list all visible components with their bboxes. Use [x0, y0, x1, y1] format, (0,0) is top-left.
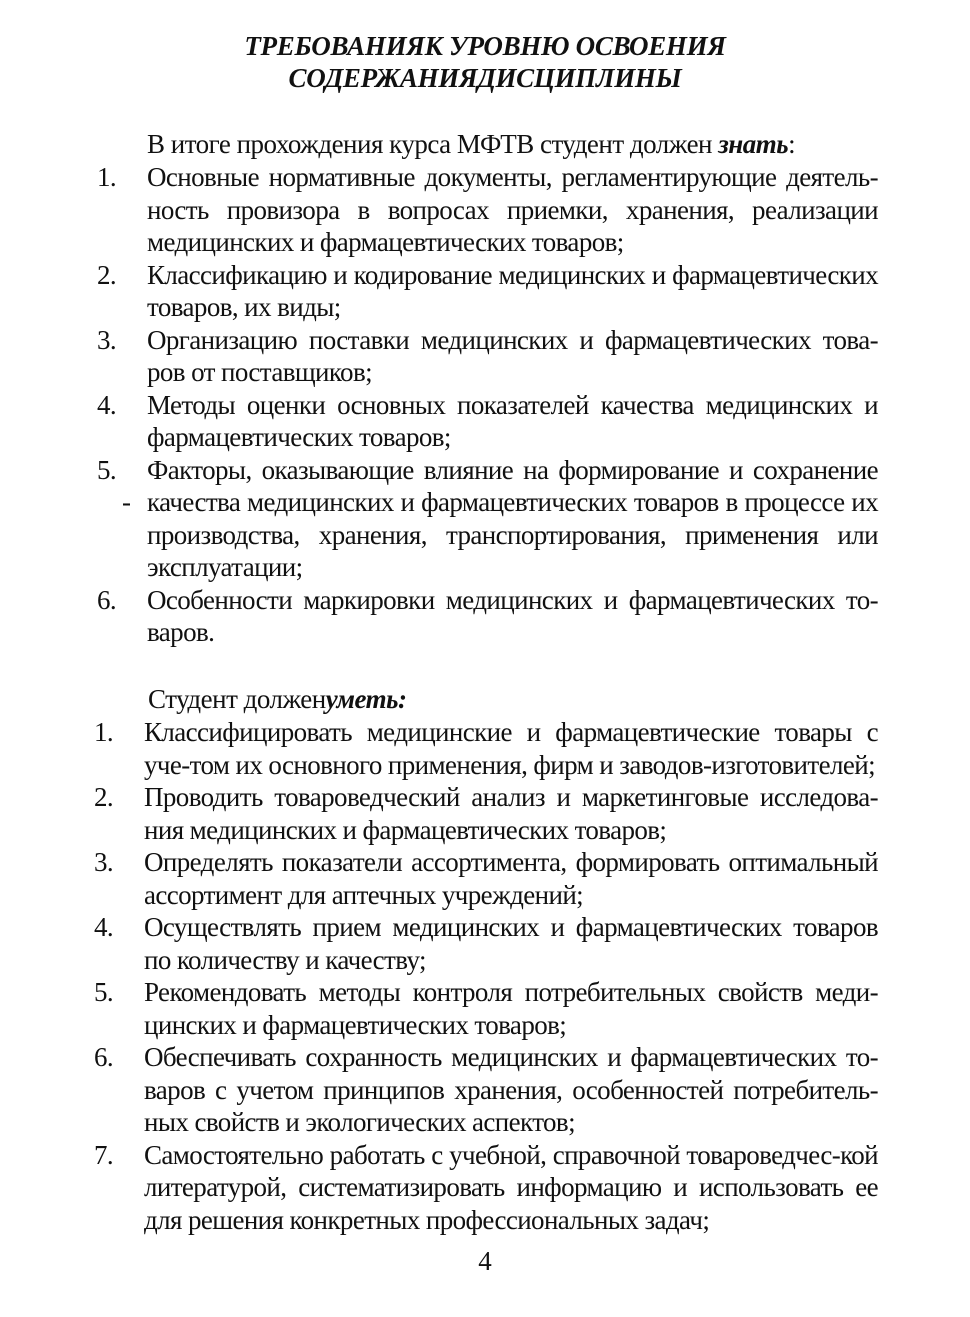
- page-title: [0, 30, 970, 94]
- list-item: [0, 1041, 970, 1139]
- list-item-text: Проводить товароведческий анализ и маркетинговые исследова-ния медицинских и фармацевтических товаров;: [144, 782, 878, 845]
- list-item-text: Рекомендовать методы контроля потребительных свойств меди-цинских и фармацевтических товаров;: [144, 977, 878, 1040]
- can-intro: [148, 683, 406, 716]
- list-item-text: Обеспечивать сохранность медицинских и фармацевтических то-варов с учетом принципов хранения, особенностей потребитель-ных свойств и экологических аспектов;: [144, 1042, 878, 1137]
- list-item-number: 3.: [97, 324, 117, 355]
- know-intro-text: В итоге прохождения курса МФТВ студент должен: [147, 129, 719, 159]
- know-intro: [147, 128, 795, 161]
- list-item: [0, 976, 970, 1041]
- know-emphasis: знать: [718, 129, 789, 159]
- list-item-number: 2.: [94, 782, 114, 812]
- list-item-number: 4.: [97, 389, 117, 420]
- list-item-number: 3.: [94, 847, 114, 877]
- list-item-number: 6.: [94, 1042, 114, 1072]
- page-number: 4: [478, 1246, 492, 1276]
- list-item-text: Самостоятельно работать с учебной, справочной товароведчес-кой литературой, систематизировать информацию и использовать ее для решения конкретных профессиональных задач;: [144, 1139, 878, 1235]
- list-item: [0, 259, 970, 324]
- list-item-text: Факторы, оказывающие влияние на формирование и сохранение качества медицинских и фармацевтических товаров в процессе их производства, хранения, транспортирования, применения или эксплуатации;: [147, 454, 878, 582]
- list-item-text: Основные нормативные документы, регламентирующие деятель-ность провизора в вопросах приемки, хранения, реализации медицинских и фармацевтических товаров;: [147, 162, 878, 257]
- list-item-dash: -: [122, 487, 131, 517]
- can-emphasis: уметь:: [325, 684, 407, 714]
- list-item: [0, 716, 970, 781]
- list-item: [0, 584, 970, 649]
- list-item-number: 2.: [97, 259, 117, 290]
- list-item-number: 6.: [97, 584, 117, 615]
- list-item-number: 1.: [94, 717, 114, 747]
- list-item: [0, 781, 970, 846]
- list-item-text: Особенности маркировки медицинских и фармацевтических то-варов.: [147, 584, 878, 647]
- list-item-text: Методы оценки основных показателей качества медицинских и фармацевтических товаров;: [147, 389, 878, 452]
- title-line-2: СОДЕРЖАНИЯДИСЦИПЛИНЫ: [288, 63, 682, 93]
- list-item-number: 5.: [94, 977, 114, 1007]
- list-item-number: 5.: [97, 454, 117, 485]
- know-list: [0, 161, 970, 649]
- title-line-1: ТРЕБОВАНИЯК УРОВНЮ ОСВОЕНИЯ: [244, 31, 726, 61]
- list-item-text: Осуществлять прием медицинских и фармацевтических товаров по количеству и качеству;: [144, 912, 878, 975]
- list-item-text: Классифицировать медицинские и фармацевтические товары с уче-том их основного применения, фирм и заводов-изготовителей;: [144, 717, 878, 780]
- list-item: [0, 1139, 970, 1237]
- list-item-number: 1.: [97, 162, 117, 192]
- list-item: [0, 911, 970, 976]
- know-intro-colon: :: [788, 129, 796, 159]
- list-item: [0, 454, 970, 584]
- list-item: [0, 846, 970, 911]
- list-item-text: Организацию поставки медицинских и фармацевтических това-ров от поставщиков;: [147, 324, 878, 387]
- list-item-text: Классификацию и кодирование медицинских и фармацевтических товаров, их виды;: [147, 259, 878, 322]
- list-item: [0, 389, 970, 454]
- list-item: [0, 161, 970, 259]
- can-list: [0, 716, 970, 1236]
- list-item: [0, 324, 970, 389]
- can-intro-text: Студент должен: [148, 684, 326, 714]
- list-item-number: 7.: [94, 1139, 114, 1170]
- list-item-number: 4.: [94, 912, 114, 942]
- list-item-text: Определять показатели ассортимента, формировать оптимальный ассортимент для аптечных учреждений;: [144, 847, 878, 910]
